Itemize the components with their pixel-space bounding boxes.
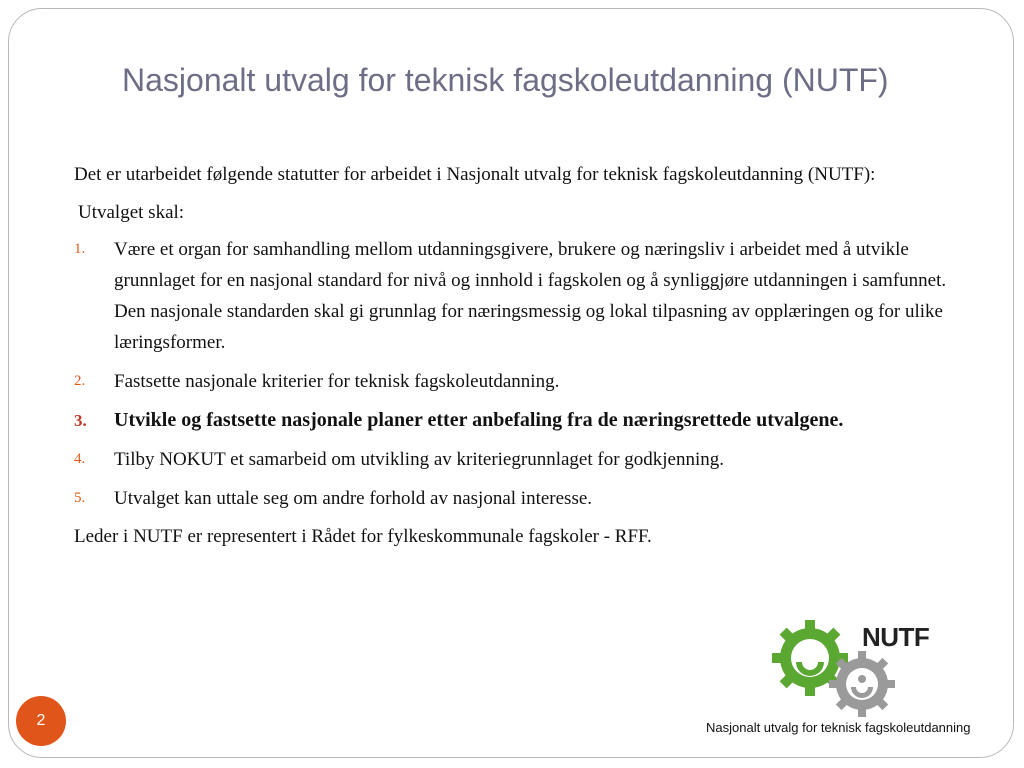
list-item-text: Utvikle og fastsette nasjonale planer etter anbefaling fra de næringsrettede utvalgene. bbox=[114, 409, 844, 431]
list-number: 1. bbox=[74, 241, 86, 257]
list-item bbox=[74, 366, 954, 397]
page-number-badge bbox=[16, 696, 66, 746]
list-item bbox=[74, 483, 954, 514]
subheading: Utvalget skal: bbox=[78, 202, 185, 223]
gray-gear-icon bbox=[829, 651, 895, 717]
list-item-text: Tilby NOKUT et samarbeid om utvikling av kriteriegrunnlaget for godkjenning. bbox=[114, 449, 725, 470]
slide-title: Nasjonalt utvalg for teknisk fagskoleutdanning (NUTF) bbox=[122, 62, 889, 98]
list-number: 4. bbox=[74, 451, 86, 467]
logo-caption: Nasjonalt utvalg for teknisk fagskoleutdanning bbox=[706, 720, 971, 735]
statute-list bbox=[74, 234, 954, 514]
list-item bbox=[74, 234, 954, 358]
footer-paragraph: Leder i NUTF er representert i Rådet for fylkeskommunale fagskoler - RFF. bbox=[74, 526, 652, 547]
list-number: 2. bbox=[74, 373, 86, 389]
logo-name: NUTF bbox=[862, 622, 930, 652]
page-number: 2 bbox=[36, 712, 46, 729]
list-item-text: Utvalget kan uttale seg om andre forhold av nasjonal interesse. bbox=[114, 488, 593, 509]
slide-body bbox=[74, 160, 954, 552]
intro-paragraph: Det er utarbeidet følgende statutter for arbeidet i Nasjonalt utvalg for teknisk fagskoleutdanning (NUTF): bbox=[74, 164, 876, 185]
list-item-text: Være et organ for samhandling mellom utdanningsgivere, brukere og næringsliv i arbeidet med å utvikle grunnlaget for en nasjonal standard for nivå og innhold i fagskolen og å synliggjøre utdanningen i samfunnet. Den nasjonale standarden skal gi grunnlag for næringsmessig og lokal tilpasning av opplæringen og for ulike læringsformer. bbox=[114, 239, 947, 353]
list-number: 5. bbox=[74, 490, 86, 506]
list-item bbox=[74, 405, 954, 436]
list-item bbox=[74, 444, 954, 475]
list-item-text: Fastsette nasjonale kriterier for teknisk fagskoleutdanning. bbox=[114, 371, 560, 392]
list-number: 3. bbox=[74, 411, 87, 430]
